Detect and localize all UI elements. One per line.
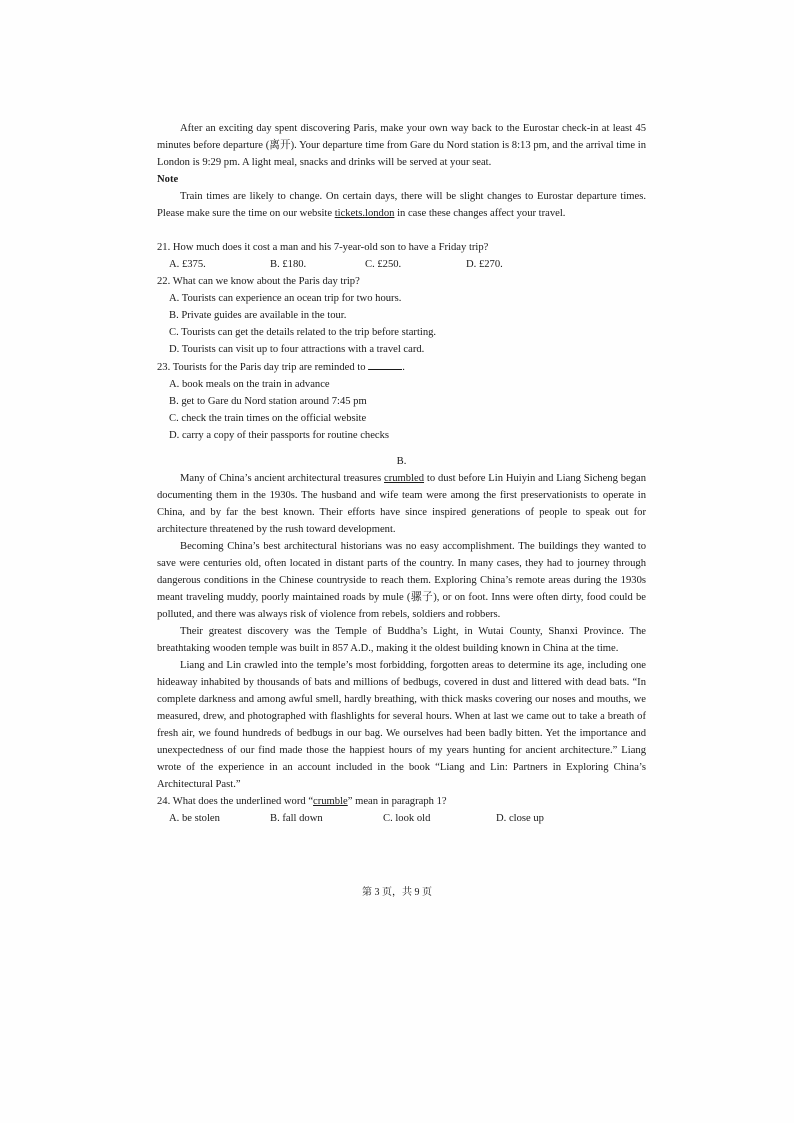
p1-text-pre: Many of China’s ancient architectural treasures xyxy=(180,473,385,484)
note-text-pre: Train times are likely to change. On certain days, there will be slight changes to Eurostar departure times. Please make sure the time on our website xyxy=(157,191,646,219)
question-24-stem-post: ” mean in paragraph 1? xyxy=(347,796,447,807)
passage-b-paragraph-2: Becoming China’s best architectural historians was no easy accomplishment. The buildings they wanted to save were centuries old, often located in distant parts of the country. In many cases, they had to journey through dangerous conditions in the Chinese countryside to reach them. Exploring China’s remote areas during the 1930s meant traveling muddy, poorly maintained roads by mule (骡子), or on foot. Inns were often dirty, food could be polluted, and there was always risk of violence from rebels, soldiers and robbers. xyxy=(157,541,646,620)
question-21-option-b[interactable]: B. £180. xyxy=(270,259,307,270)
question-22-option-c[interactable]: C. Tourists can get the details related to the trip before starting. xyxy=(169,327,437,338)
question-24-option-a[interactable]: A. be stolen xyxy=(169,813,220,824)
passage-b-paragraph-3: Their greatest discovery was the Temple of Buddha’s Light, in Wutai County, Shanxi Province. The breathtaking wooden temple was built in 857 A.D., making it the oldest building known in China at the time. xyxy=(157,626,646,654)
section-b-title: B. xyxy=(396,456,407,467)
question-22-option-d[interactable]: D. Tourists can visit up to four attractions with a travel card. xyxy=(169,344,425,355)
intro-paragraph: After an exciting day spent discovering Paris, make your own way back to the Eurostar check-in at least 45 minutes before departure (离开). Your departure time from Gare du Nord station is 8:13 pm, and the arrival time in London is 9:29 pm. A light meal, snacks and drinks will be served at your seat. xyxy=(157,123,646,168)
question-23-stem-end: . xyxy=(402,362,405,373)
question-21-option-c[interactable]: C. £250. xyxy=(365,259,402,270)
question-23 xyxy=(157,358,646,444)
question-23-option-c[interactable]: C. check the train times on the official website xyxy=(169,413,367,424)
question-24-underlined-word: crumble xyxy=(313,796,348,807)
question-22-stem: 22. What can we know about the Paris day trip? xyxy=(157,276,360,287)
page-content xyxy=(157,120,646,827)
passage-b-paragraph-4: Liang and Lin crawled into the temple’s most forbidding, forgotten areas to determine its age, including one hideaway inhabited by thousands of bats and millions of bedbugs, covered in dust and littered with dead bats. “In complete darkness and among awful smell, hardly breathing, with thick masks covering our noses and mouths, we measured, drew, and photographed with flashlights for several hours. When at last we came out to take a breath of fresh air, we found hundreds of bedbugs in our bag. We ourselves had been badly bitten. Yet the importance and unexpectedness of our find made those the happiest hours of my years hunting for ancient architecture.” Liang wrote of the experience in an account included in the book “Liang and Lin: Partners in Exploring China’s Architectural Past.” xyxy=(157,660,646,790)
question-24-stem-pre: 24. What does the underlined word “ xyxy=(157,796,314,807)
question-23-stem-text: 23. Tourists for the Paris day trip are reminded to xyxy=(157,362,369,373)
p1-text-post: to dust before Lin Huiyin and Liang Sicheng began documenting them in the 1930s. The husband and wife team were among the first preservationists to operate in China, and by far the best known. Their efforts have since inspired generations of people to speak out for architecture threatened by the rush toward development. xyxy=(157,473,646,535)
question-24-option-c[interactable]: C. look old xyxy=(383,813,431,824)
question-21-stem: 21. How much does it cost a man and his 7-year-old son to have a Friday trip? xyxy=(157,242,489,253)
question-21-options xyxy=(157,256,646,273)
question-22-option-a[interactable]: A. Tourists can experience an ocean trip for two hours. xyxy=(169,293,402,304)
question-21-option-d[interactable]: D. £270. xyxy=(466,259,503,270)
question-21-option-a[interactable]: A. £375. xyxy=(169,259,206,270)
question-23-option-a[interactable]: A. book meals on the train in advance xyxy=(169,379,330,390)
question-24-option-d[interactable]: D. close up xyxy=(496,813,544,824)
question-24 xyxy=(157,793,646,827)
passage-b-paragraph-1 xyxy=(157,470,646,538)
note-paragraph xyxy=(157,188,646,222)
question-24-stem xyxy=(157,793,646,810)
note-label: Note xyxy=(157,174,179,185)
website-link[interactable]: tickets.london xyxy=(334,208,395,219)
question-24-option-b[interactable]: B. fall down xyxy=(270,813,323,824)
question-22 xyxy=(157,273,646,358)
spacer xyxy=(157,222,646,239)
question-23-stem xyxy=(157,358,646,376)
note-text-post: in case these changes affect your travel. xyxy=(394,208,566,219)
question-23-option-b[interactable]: B. get to Gare du Nord station around 7:45 pm xyxy=(169,396,367,407)
answer-blank xyxy=(368,358,402,370)
page-footer: 第 3 页，共 9 页 xyxy=(362,887,432,898)
question-23-option-d[interactable]: D. carry a copy of their passports for routine checks xyxy=(169,430,390,441)
underlined-word: crumbled xyxy=(384,473,425,484)
question-22-option-b[interactable]: B. Private guides are available in the tour. xyxy=(169,310,347,321)
question-24-options xyxy=(157,810,646,827)
question-21 xyxy=(157,239,646,273)
